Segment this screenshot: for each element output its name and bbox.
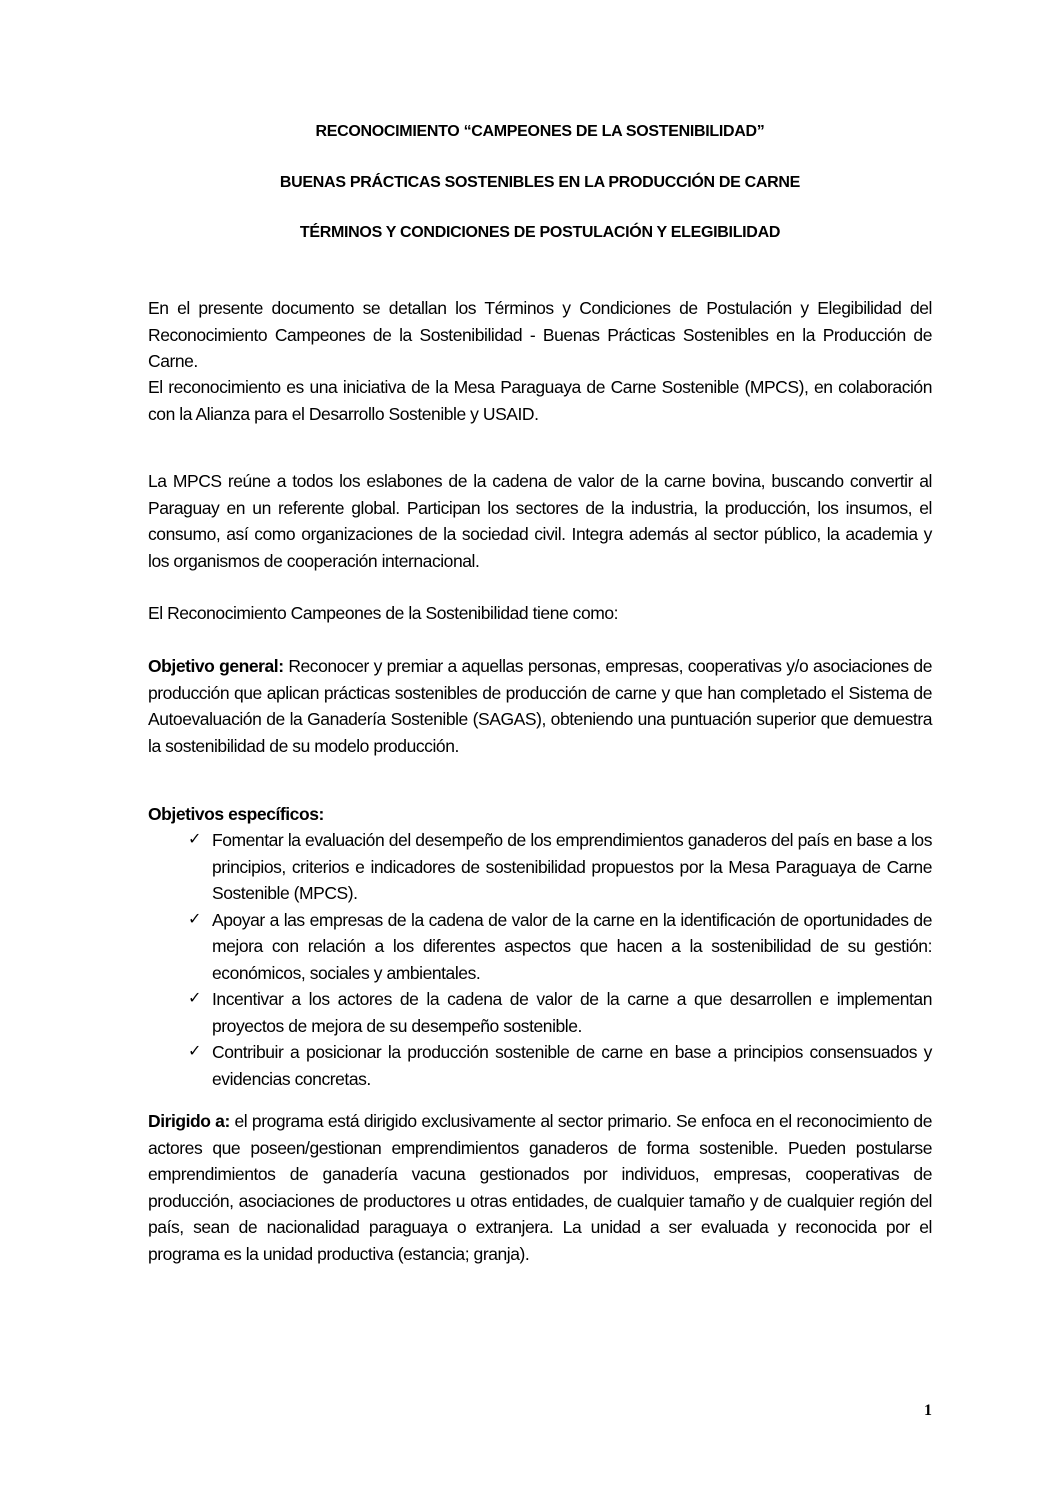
specific-objectives-label: Objetivos específicos: bbox=[148, 804, 324, 824]
directed-to-paragraph bbox=[148, 1108, 932, 1267]
list-item: ✓ Contribuir a posicionar la producción sostenible de carne en base a principios consensuados y evidencias concretas. bbox=[188, 1039, 932, 1092]
checkmark-icon: ✓ bbox=[188, 910, 201, 928]
directed-to-label: Dirigido a: bbox=[148, 1111, 230, 1131]
list-item: ✓ Incentivar a los actores de la cadena de valor de la carne a que desarrollen e implementan proyectos de mejora de su desempeño sostenible. bbox=[188, 986, 932, 1039]
intro-paragraph: En el presente documento se detallan los Términos y Condiciones de Postulación y Elegibilidad del Reconocimiento Campeones de la Sostenibilidad - Buenas Prácticas Sostenibles en la Producción de Carne. bbox=[148, 298, 932, 371]
list-item: ✓ Fomentar la evaluación del desempeño de los emprendimientos ganaderos del país en base a los principios, criterios e indicadores de sostenibilidad propuestos por la Mesa Paraguaya de Carne Sostenible (MPCS). bbox=[188, 827, 932, 907]
checkmark-icon: ✓ bbox=[188, 831, 201, 848]
page-number: 1 bbox=[924, 1402, 932, 1419]
directed-to-text: el programa está dirigido exclusivamente al sector primario. Se enfoca en el reconocimiento de actores que poseen/gestionan emprendimientos ganaderos de forma sostenible. Pueden postularse emprendimientos de ganadería vacuna gestionados por individuos, empresas, cooperativas de producción, asociaciones de productores u otras entidades, de cualquier tamaño y de cualquier región del país, sean de nacionalidad paraguaya o extranjera. La unidad a ser evaluada y reconocida por el programa es la unidad productiva (estancia; granja). bbox=[148, 1111, 932, 1264]
mpcs-paragraph: La MPCS reúne a todos los eslabones de la cadena de valor de la carne bovina, buscando convertir al Paraguay en un referente global. Participan los sectores de la industria, la producción, los insumos, el consumo, así como organizaciones de la sociedad civil. Integra además al sector público, la academia y los organismos de cooperación internacional. bbox=[148, 471, 932, 571]
has-as-paragraph: El Reconocimiento Campeones de la Sostenibilidad tiene como: bbox=[148, 603, 619, 623]
specific-objectives-list bbox=[188, 827, 932, 1092]
title-heading: RECONOCIMIENTO “CAMPEONES DE LA SOSTENIBILIDAD” bbox=[315, 123, 765, 140]
terms-heading: TÉRMINOS Y CONDICIONES DE POSTULACIÓN Y ELEGIBILIDAD bbox=[299, 224, 781, 241]
checkmark-icon: ✓ bbox=[188, 990, 201, 1007]
subtitle-heading: BUENAS PRÁCTICAS SOSTENIBLES EN LA PRODUCCIÓN DE CARNE bbox=[279, 174, 801, 191]
checkmark-icon: ✓ bbox=[188, 1043, 201, 1060]
general-objective-text: Reconocer y premiar a aquellas personas, empresas, cooperativas y/o asociaciones de producción que aplican prácticas sostenibles de producción de carne y que han completado el Sistema de Autoevaluación de la Ganadería Sostenible (SAGAS), obteniendo una puntuación superior que demuestra la sostenibilidad de su modelo producción. bbox=[148, 656, 932, 756]
general-objective-paragraph bbox=[148, 653, 932, 759]
initiative-paragraph: El reconocimiento es una iniciativa de la Mesa Paraguaya de Carne Sostenible (MPCS), en colaboración con la Alianza para el Desarrollo Sostenible y USAID. bbox=[148, 377, 932, 424]
list-item: ✓ Apoyar a las empresas de la cadena de valor de la carne en la identificación de oportunidades de mejora con relación a los diferentes aspectos que hacen a la sostenibilidad de su gestión: económicos, sociales y ambientales. bbox=[188, 907, 932, 987]
general-objective-label: Objetivo general: bbox=[148, 656, 284, 676]
